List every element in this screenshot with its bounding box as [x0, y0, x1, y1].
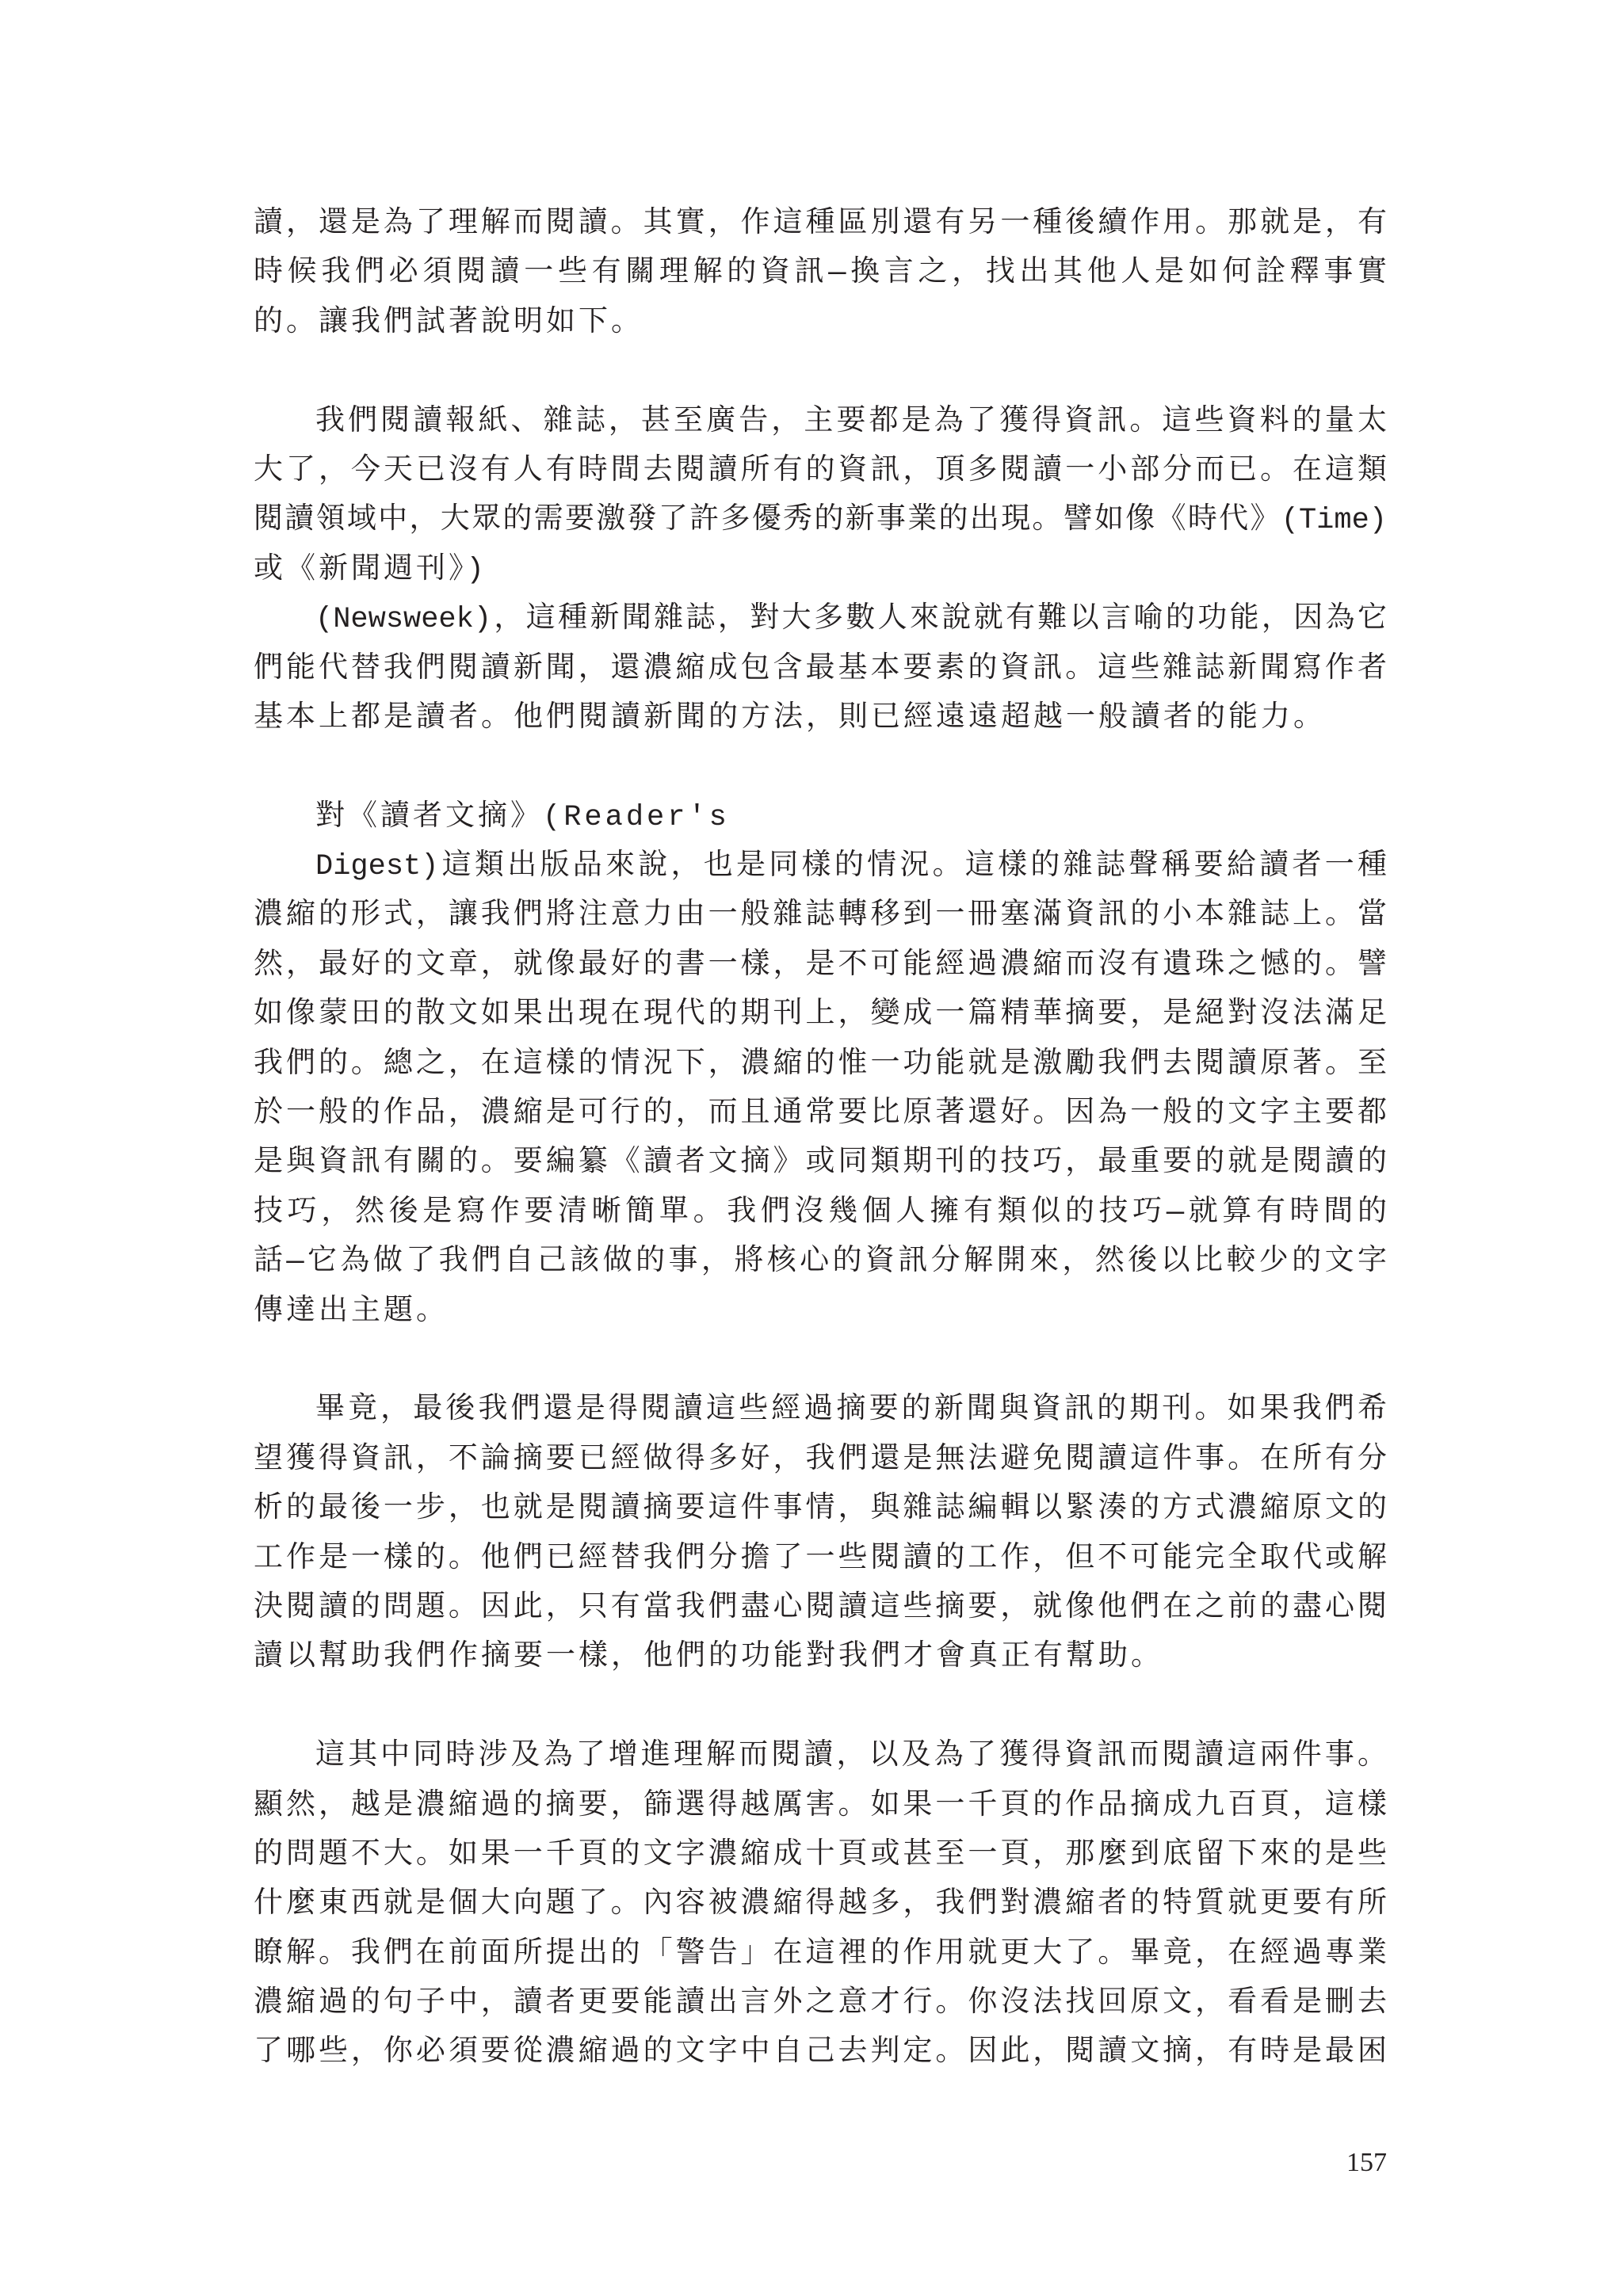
text-line: 或《新聞週刊》): [254, 553, 487, 587]
text-line: 這其中同時涉及為了增進理解而閱讀，以及為了獲得資訊而閱讀這兩件事。: [315, 1740, 1387, 1774]
paragraph: [254, 200, 1387, 348]
text-line: 傳達出主題。: [254, 1295, 449, 1329]
text-line: 的。讓我們試著說明如下。: [254, 306, 643, 340]
text-line: 什麼東西就是個大向題了。內容被濃縮得越多，我們對濃縮者的特質就更要有所: [254, 1888, 1387, 1922]
paragraph: [254, 1386, 1387, 1682]
text-line: 們能代替我們閱讀新聞，還濃縮成包含最基本要素的資訊。這些雜誌新聞寫作者: [254, 652, 1387, 686]
text-line: 讀以幫助我們作摘要一樣，他們的功能對我們才會真正有幫助。: [254, 1641, 1163, 1675]
text-line: 讀，還是為了理解而閱讀。其實，作這種區別還有另一種後續作用。那就是，有: [254, 208, 1387, 241]
text-line: 我們的。總之，在這樣的情況下，濃縮的惟一功能就是激勵我們去閱讀原著。至: [254, 1047, 1387, 1081]
text-line: 顯然，越是濃縮過的摘要，篩選得越厲害。如果一千頁的作品摘成九百頁，這樣: [254, 1789, 1387, 1823]
text-line: 大了，今天已沒有人有時間去閱讀所有的資訊，頂多閱讀一小部分而已。在這類: [254, 454, 1387, 488]
text-line: 時候我們必須閱讀一些有關理解的資訊—換言之，找出其他人是如何詮釋事實: [254, 257, 1387, 291]
text-line: 對《讀者文摘》(Reader's: [315, 800, 730, 834]
paragraph: [254, 793, 1387, 842]
text-line: 技巧，然後是寫作要清晰簡單。我們沒幾個人擁有類似的技巧—就算有時間的: [254, 1196, 1387, 1230]
text-line: (Newsweek)，這種新聞雜誌，對大多數人來說就有難以言喻的功能，因為它: [315, 603, 1387, 637]
text-line: 話—它為做了我們自己該做的事，將核心的資訊分解開來，然後以比較少的文字: [254, 1245, 1387, 1280]
text-line: 是與資訊有關的。要編纂《讀者文摘》或同類期刊的技巧，最重要的就是閱讀的: [254, 1146, 1387, 1180]
text-line: 望獲得資訊，不論摘要已經做得多好，我們還是無法避免閱讀這件事。在所有分: [254, 1443, 1387, 1477]
paragraph: [254, 398, 1387, 596]
paragraph: [254, 842, 1387, 1337]
text-line: 工作是一樣的。他們已經替我們分擔了一些閱讀的工作，但不可能完全取代或解: [254, 1542, 1387, 1576]
text-line: 畢竟，最後我們還是得閱讀這些經過摘要的新聞與資訊的期刊。如果我們希: [315, 1394, 1387, 1428]
text-line: 然，最好的文章，就像最好的書一樣，是不可能經過濃縮而沒有遺珠之憾的。譬: [254, 948, 1387, 982]
text-line: 閱讀領域中，大眾的需要激發了許多優秀的新事業的出現。譬如像《時代》(Time): [254, 504, 1387, 538]
text-line: 於一般的作品，濃縮是可行的，而且通常要比原著還好。因為一般的文字主要都: [254, 1097, 1387, 1131]
text-line: 析的最後一步，也就是閱讀摘要這件事情，與雜誌編輯以緊湊的方式濃縮原文的: [254, 1493, 1387, 1527]
text-line: 決閱讀的問題。因此，只有當我們盡心閱讀這些摘要，就像他們在之前的盡心閱: [254, 1591, 1387, 1625]
text-line: 了哪些，你必須要從濃縮過的文字中自己去判定。因此，閱讀文摘，有時是最困: [254, 2036, 1387, 2070]
text-line: 瞭解。我們在前面所提出的「警告」在這裡的作用就更大了。畢竟，在經過專業: [254, 1937, 1387, 1971]
paragraph: [254, 595, 1387, 743]
page-number: 157: [1346, 2148, 1387, 2177]
text-line: 的問題不大。如果一千頁的文字濃縮成十頁或甚至一頁，那麼到底留下來的是些: [254, 1838, 1387, 1872]
text-line: 如像蒙田的散文如果出現在現代的期刊上，變成一篇精華摘要，是絕對沒法滿足: [254, 998, 1387, 1032]
body-text: [254, 200, 1387, 2078]
text-line: 濃縮過的句子中，讀者更要能讀出言外之意才行。你沒法找回原文，看看是刪去: [254, 1987, 1387, 2021]
text-line: 基本上都是讀者。他們閱讀新聞的方法，則已經遠遠超越一般讀者的能力。: [254, 701, 1326, 735]
text-line: 濃縮的形式，讓我們將注意力由一般雜誌轉移到一冊塞滿資訊的小本雜誌上。當: [254, 899, 1387, 933]
paragraph: [254, 1732, 1387, 2078]
text-line: 我們閱讀報紙、雜誌，甚至廣告，主要都是為了獲得資訊。這些資料的量太: [315, 405, 1387, 439]
text-line: Digest)這類出版品來說，也是同樣的情況。這樣的雜誌聲稱要給讀者一種: [315, 850, 1387, 884]
